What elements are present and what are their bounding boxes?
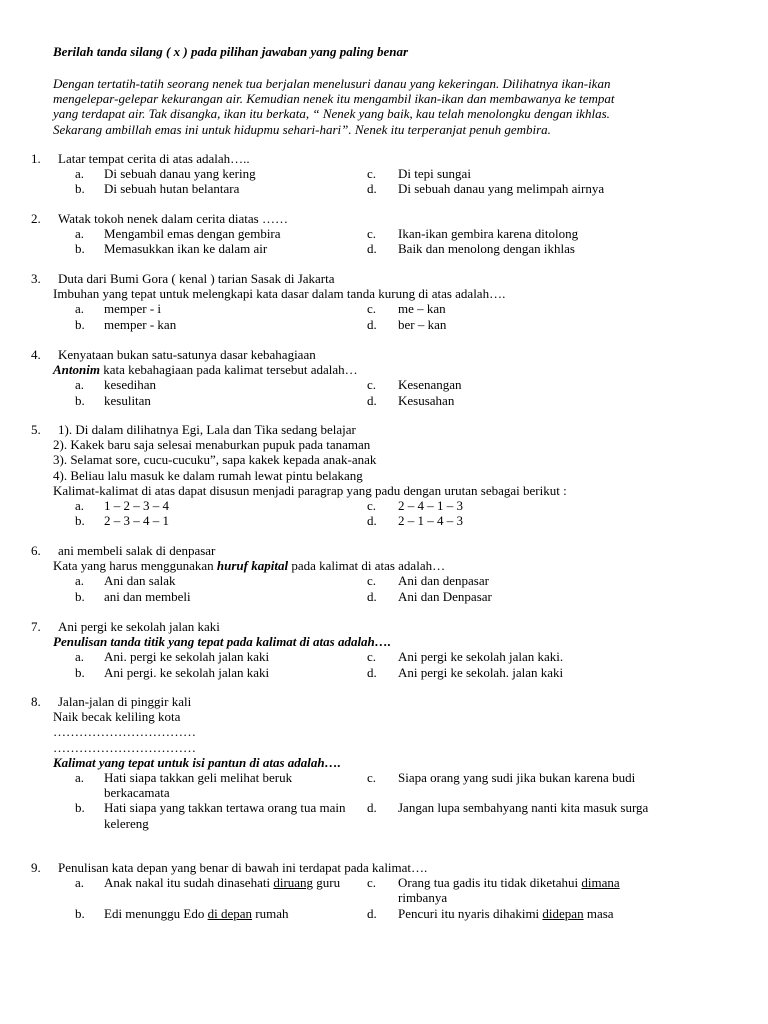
question-number: 9. <box>31 860 41 875</box>
option-d[interactable]: ber – kan <box>398 316 447 332</box>
option-letter: c. <box>367 573 377 589</box>
option-b[interactable]: memper - kan <box>104 316 177 332</box>
question-number: 7. <box>31 619 41 634</box>
question-number: 8. <box>31 694 41 709</box>
option-b[interactable]: Hati siapa yang takkan tertawa orang tua main kelereng <box>104 800 346 831</box>
option-a[interactable]: memper - i <box>104 301 162 317</box>
option-d[interactable]: Kesusahan <box>398 392 455 408</box>
option-letter: b. <box>75 905 85 921</box>
question-subtext: Kalimat yang tepat untuk isi pantun di atas adalah…. <box>53 754 341 770</box>
option-c[interactable]: Ani dan denpasar <box>398 573 489 589</box>
option-b[interactable]: Memasukkan ikan ke dalam air <box>104 241 268 257</box>
option-c[interactable] <box>398 875 663 905</box>
option-a[interactable]: Ani. pergi ke sekolah jalan kaki <box>104 649 270 665</box>
option-letter: d. <box>367 241 377 257</box>
option-letter: b. <box>75 800 85 816</box>
option-letter: d. <box>367 588 377 604</box>
option-letter: d. <box>367 316 377 332</box>
option-letter: d. <box>367 800 377 816</box>
question-9 <box>0 860 768 936</box>
blank-line: …………………………… <box>53 739 196 755</box>
question-text: Latar tempat cerita di atas adalah….. <box>58 151 250 166</box>
option-letter: a. <box>75 875 85 891</box>
option-letter: b. <box>75 664 85 680</box>
emphasis-text: huruf kapital <box>216 558 289 574</box>
option-b[interactable]: Di sebuah hutan belantara <box>104 181 240 197</box>
option-letter: a. <box>75 769 85 785</box>
question-2 <box>0 211 768 257</box>
option-text: Anak nakal itu sudah dinasehati <box>104 875 274 891</box>
question-3 <box>0 271 768 332</box>
option-a[interactable] <box>104 875 359 890</box>
option-letter: a. <box>75 573 85 589</box>
question-7 <box>0 619 768 680</box>
question-subtext: Penulisan tanda titik yang tepat pada kalimat di atas adalah…. <box>53 634 392 650</box>
option-text: Edi menunggu Edo <box>104 905 208 921</box>
option-b[interactable] <box>104 906 359 921</box>
question-number: 1. <box>31 151 41 166</box>
option-letter: c. <box>367 875 377 891</box>
option-d[interactable]: 2 – 1 – 4 – 3 <box>398 513 463 529</box>
option-c[interactable]: Ani pergi ke sekolah jalan kaki. <box>398 649 564 665</box>
option-c[interactable]: Ikan-ikan gembira karena ditolong <box>398 226 579 242</box>
option-letter: b. <box>75 392 85 408</box>
option-letter: d. <box>367 664 377 680</box>
question-5 <box>0 422 768 528</box>
option-b[interactable]: 2 – 3 – 4 – 1 <box>104 513 169 529</box>
question-number: 4. <box>31 347 41 362</box>
option-letter: d. <box>367 513 377 529</box>
option-letter: c. <box>367 166 377 182</box>
option-letter: d. <box>367 181 377 197</box>
sentence-line: 2). Kakek baru saja selesai menaburkan pupuk pada tanaman <box>53 437 371 453</box>
subtext-rest: kata kebahagiaan pada kalimat tersebut adalah… <box>99 362 358 378</box>
question-8 <box>0 694 768 831</box>
option-d[interactable]: Di sebuah danau yang melimpah airnya <box>398 181 605 197</box>
question-4 <box>0 347 768 408</box>
option-letter: c. <box>367 649 377 665</box>
option-c[interactable]: me – kan <box>398 301 446 317</box>
question-text: Duta dari Bumi Gora ( kenal ) tarian Sasak di Jakarta <box>58 271 335 286</box>
option-letter: b. <box>75 588 85 604</box>
option-letter: b. <box>75 513 85 529</box>
story-line: yang terdapat air. Tak disangka, ikan itu berkata, “ Nenek yang baik, kau telah menolongku dengan ikhlas. <box>53 106 610 122</box>
question-text: 1). Di dalam dilihatnya Egi, Lala dan Tika sedang belajar <box>58 422 356 437</box>
question-subtext: Kalimat-kalimat di atas dapat disusun menjadi paragrap yang padu dengan urutan sebagai berikut : <box>53 482 567 498</box>
option-a[interactable]: Hati siapa takkan geli melihat beruk berkacamata <box>104 769 293 801</box>
sentence-line: 3). Selamat sore, cucu-cucuku”, sapa kakek kepada anak-anak <box>53 452 377 468</box>
underlined-word: didepan <box>542 905 584 921</box>
option-letter: b. <box>75 241 85 257</box>
option-letter: c. <box>367 769 377 785</box>
option-text: rumah <box>252 905 289 921</box>
question-subtext <box>53 362 358 377</box>
underlined-word: dimana <box>581 875 620 891</box>
question-number: 2. <box>31 211 41 226</box>
question-text: Jalan-jalan di pinggir kali <box>58 694 192 709</box>
option-letter: d. <box>367 905 377 921</box>
story-passage <box>53 76 733 137</box>
option-letter: c. <box>367 226 377 242</box>
emphasis-text: Antonim <box>53 362 100 378</box>
question-1 <box>0 151 768 197</box>
instruction: Berilah tanda silang ( x ) pada pilihan jawaban yang paling benar <box>53 44 409 59</box>
option-a[interactable]: Mengambil emas dengan gembira <box>104 226 281 242</box>
subtext-pre: Kata yang harus menggunakan <box>53 558 217 574</box>
option-text: rimbanya <box>398 890 448 906</box>
question-number: 6. <box>31 543 41 558</box>
underlined-word: di depan <box>207 905 253 921</box>
option-a[interactable]: Ani dan salak <box>104 573 176 589</box>
story-line: Sekarang ambillah emas ini untuk hidupmu sehari-hari”. Nenek itu terperanjat penuh gembira. <box>53 121 551 137</box>
question-text: ani membeli salak di denpasar <box>58 543 216 558</box>
option-letter: a. <box>75 166 85 182</box>
option-letter: a. <box>75 497 85 513</box>
option-text: masa <box>583 905 614 921</box>
option-letter: a. <box>75 649 85 665</box>
option-c[interactable]: Siapa orang yang sudi jika bukan karena budi <box>398 769 636 785</box>
question-6 <box>0 543 768 604</box>
question-text: Penulisan kata depan yang benar di bawah ini terdapat pada kalimat…. <box>58 860 428 875</box>
option-b[interactable]: kesulitan <box>104 392 151 408</box>
option-b[interactable]: ani dan membeli <box>104 588 191 604</box>
option-d[interactable]: Baik dan menolong dengan ikhlas <box>398 241 575 257</box>
option-c[interactable]: 2 – 4 – 1 – 3 <box>398 497 463 513</box>
option-d[interactable] <box>398 906 663 921</box>
option-text: Pencuri itu nyaris dihakimi <box>398 905 543 921</box>
subtext-rest: pada kalimat di atas adalah… <box>288 558 446 574</box>
option-letter: c. <box>367 301 377 317</box>
question-number: 5. <box>31 422 41 437</box>
option-c[interactable]: Di tepi sungai <box>398 166 471 182</box>
underlined-word: diruang <box>273 875 314 891</box>
story-line: mengelepar-gelepar kekurangan air. Kemudian nenek itu mengambil ikan-ikan dan membawanya ke tempat <box>53 91 615 107</box>
option-letter: a. <box>75 226 85 242</box>
question-text: Ani pergi ke sekolah jalan kaki <box>58 619 220 634</box>
question-number: 3. <box>31 271 41 286</box>
story-line: Dengan tertatih-tatih seorang nenek tua berjalan menelusuri danau yang kekeringan. Dilihatnya ikan-ikan <box>53 76 611 91</box>
option-letter: c. <box>367 497 377 513</box>
option-letter: c. <box>367 377 377 393</box>
option-text: guru <box>313 875 341 891</box>
option-letter: a. <box>75 301 85 317</box>
option-c[interactable]: Kesenangan <box>398 377 462 393</box>
question-text: Watak tokoh nenek dalam cerita diatas …… <box>58 211 288 226</box>
question-subtext: Imbuhan yang tepat untuk melengkapi kata dasar dalam tanda kurung di atas adalah…. <box>53 286 506 302</box>
option-d[interactable]: Jangan lupa sembahyang nanti kita masuk surga <box>398 800 649 816</box>
option-letter: d. <box>367 392 377 408</box>
option-b[interactable]: Ani pergi. ke sekolah jalan kaki <box>104 664 270 680</box>
option-text: Orang tua gadis itu tidak diketahui <box>398 875 582 891</box>
blank-line: …………………………… <box>53 724 196 740</box>
pantun-line: Naik becak keliling kota <box>53 709 181 725</box>
sentence-line: 4). Beliau lalu masuk ke dalam rumah lewat pintu belakang <box>53 467 363 483</box>
option-letter: a. <box>75 377 85 393</box>
option-a[interactable]: 1 – 2 – 3 – 4 <box>104 497 169 513</box>
option-d[interactable]: Ani dan Denpasar <box>398 588 492 604</box>
option-letter: b. <box>75 181 85 197</box>
option-d[interactable]: Ani pergi ke sekolah. jalan kaki <box>398 664 564 680</box>
question-subtext <box>53 558 445 573</box>
option-a[interactable]: Di sebuah danau yang kering <box>104 166 256 182</box>
question-text: Kenyataan bukan satu-satunya dasar kebahagiaan <box>58 347 316 362</box>
option-a[interactable]: kesedihan <box>104 377 156 393</box>
option-letter: b. <box>75 316 85 332</box>
